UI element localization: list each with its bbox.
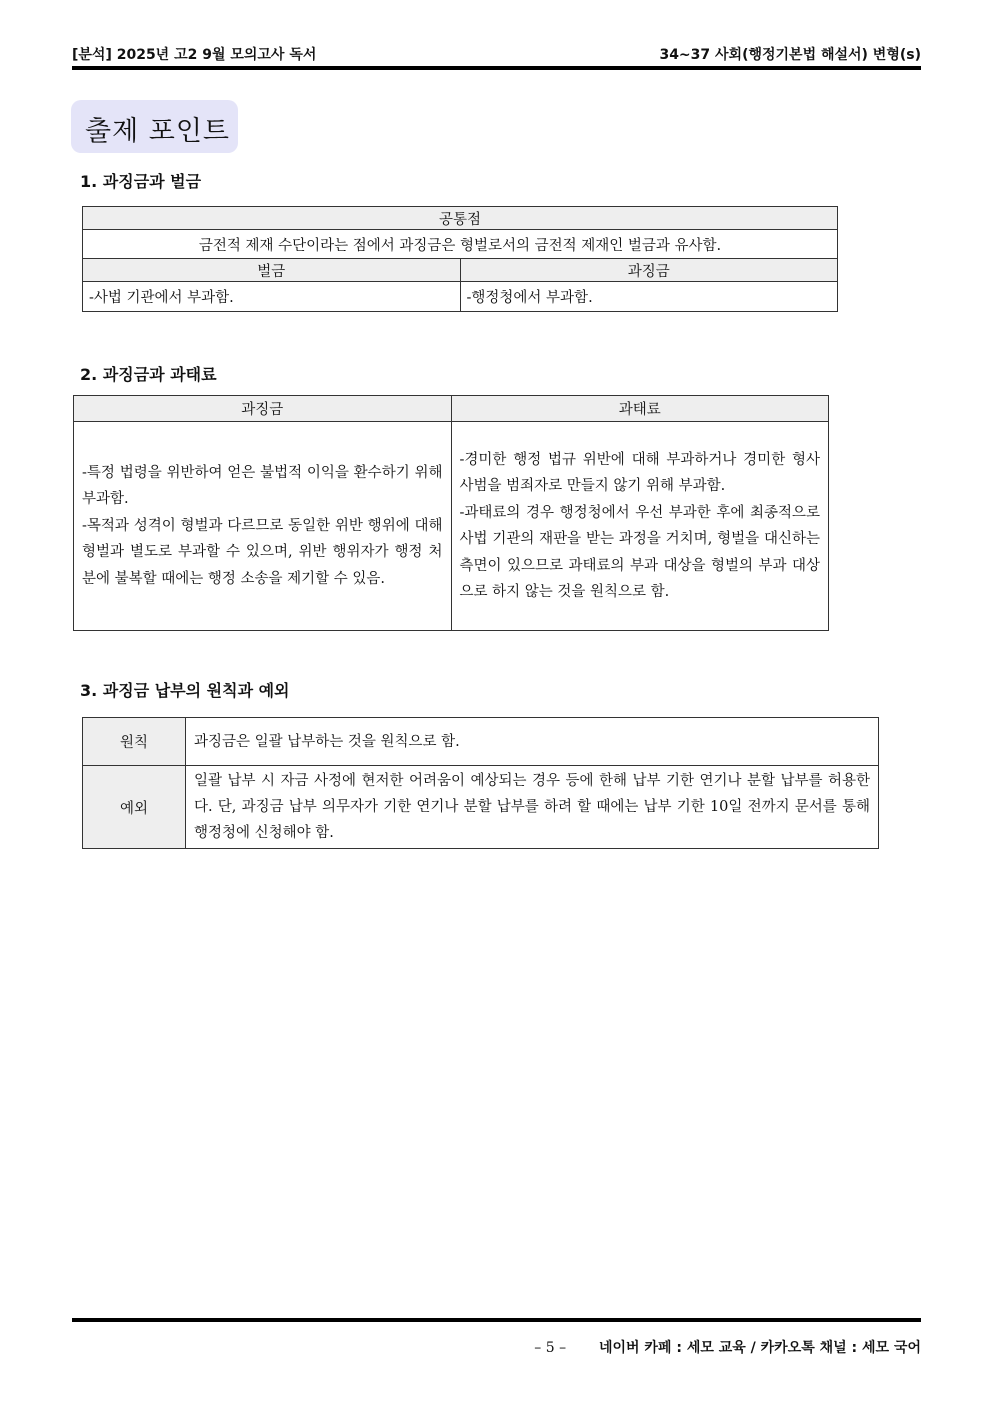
footer-rule: [72, 1318, 921, 1322]
penalty-surcharge-header: 과징금: [460, 259, 838, 282]
section-1-title: 1. 과징금과 벌금: [80, 172, 202, 191]
admin-fine-text: -경미한 행정 법규 위반에 대해 부과하거나 경미한 형사 사범을 범죄자로 만들지 않기 위해 부과함. -과태료의 경우 행정청에서 우선 부과한 후에 최종적으로 사법 기관의 재판을 받는 과정을 거치며, 형벌을 대신하는 측면이 있으므로 과태료의 부과 대상을 형벌의 부과 대상으로 하지 않는 것을 원칙으로 함.: [451, 422, 829, 631]
fine-text: -사법 기관에서 부과함.: [83, 282, 461, 312]
exception-label: 예외: [83, 766, 186, 849]
common-header: 공통점: [83, 207, 838, 230]
page-footer: [534, 1337, 921, 1357]
principle-label: 원칙: [83, 718, 186, 766]
header-right-text: 34~37 사회(행정기본법 해설서) 변형(s): [659, 47, 921, 63]
point-title: 출제 포인트: [85, 116, 230, 147]
principle-text: 과징금은 일괄 납부하는 것을 원칙으로 함.: [186, 718, 879, 766]
admin-fine-header: 과태료: [451, 396, 829, 422]
page-number: – 5 –: [534, 1340, 567, 1356]
payment-rule-table: [82, 717, 879, 849]
section-2-title: 2. 과징금과 과태료: [80, 365, 217, 384]
page-header: [72, 40, 921, 70]
fine-comparison-table: [82, 206, 838, 312]
footer-text: 네이버 카페 : 세모 교육 / 카카오톡 채널 : 세모 국어: [598, 1340, 921, 1356]
fine-header: 벌금: [83, 259, 461, 282]
exception-text: 일괄 납부 시 자금 사정에 현저한 어려움이 예상되는 경우 등에 한해 납부 기한 연기나 분할 납부를 허용한다. 단, 과징금 납부 의무자가 기한 연기나 분할 납부를 하려 할 때에는 납부 기한 10일 전까지 문서를 통해 행정청에 신청해야 함.: [186, 766, 879, 849]
header-left-text: [분석] 2025년 고2 9월 모의고사 독서: [72, 47, 317, 63]
common-text: 금전적 제재 수단이라는 점에서 과징금은 형벌로서의 금전적 제재인 벌금과 유사함.: [83, 230, 838, 259]
surcharge-fine-table: [73, 395, 829, 631]
section-3-title: 3. 과징금 납부의 원칙과 예외: [80, 681, 290, 700]
surcharge-header: 과징금: [74, 396, 452, 422]
point-title-box: [71, 100, 238, 153]
penalty-surcharge-text: -행정청에서 부과함.: [460, 282, 838, 312]
surcharge-text: -특정 법령을 위반하여 얻은 불법적 이익을 환수하기 위해 부과함. -목적과 성격이 형벌과 다르므로 동일한 위반 행위에 대해 형벌과 별도로 부과할 수 있으며, 위반 행위자가 행정 처분에 불복할 때에는 행정 소송을 제기할 수 있음.: [74, 422, 452, 631]
